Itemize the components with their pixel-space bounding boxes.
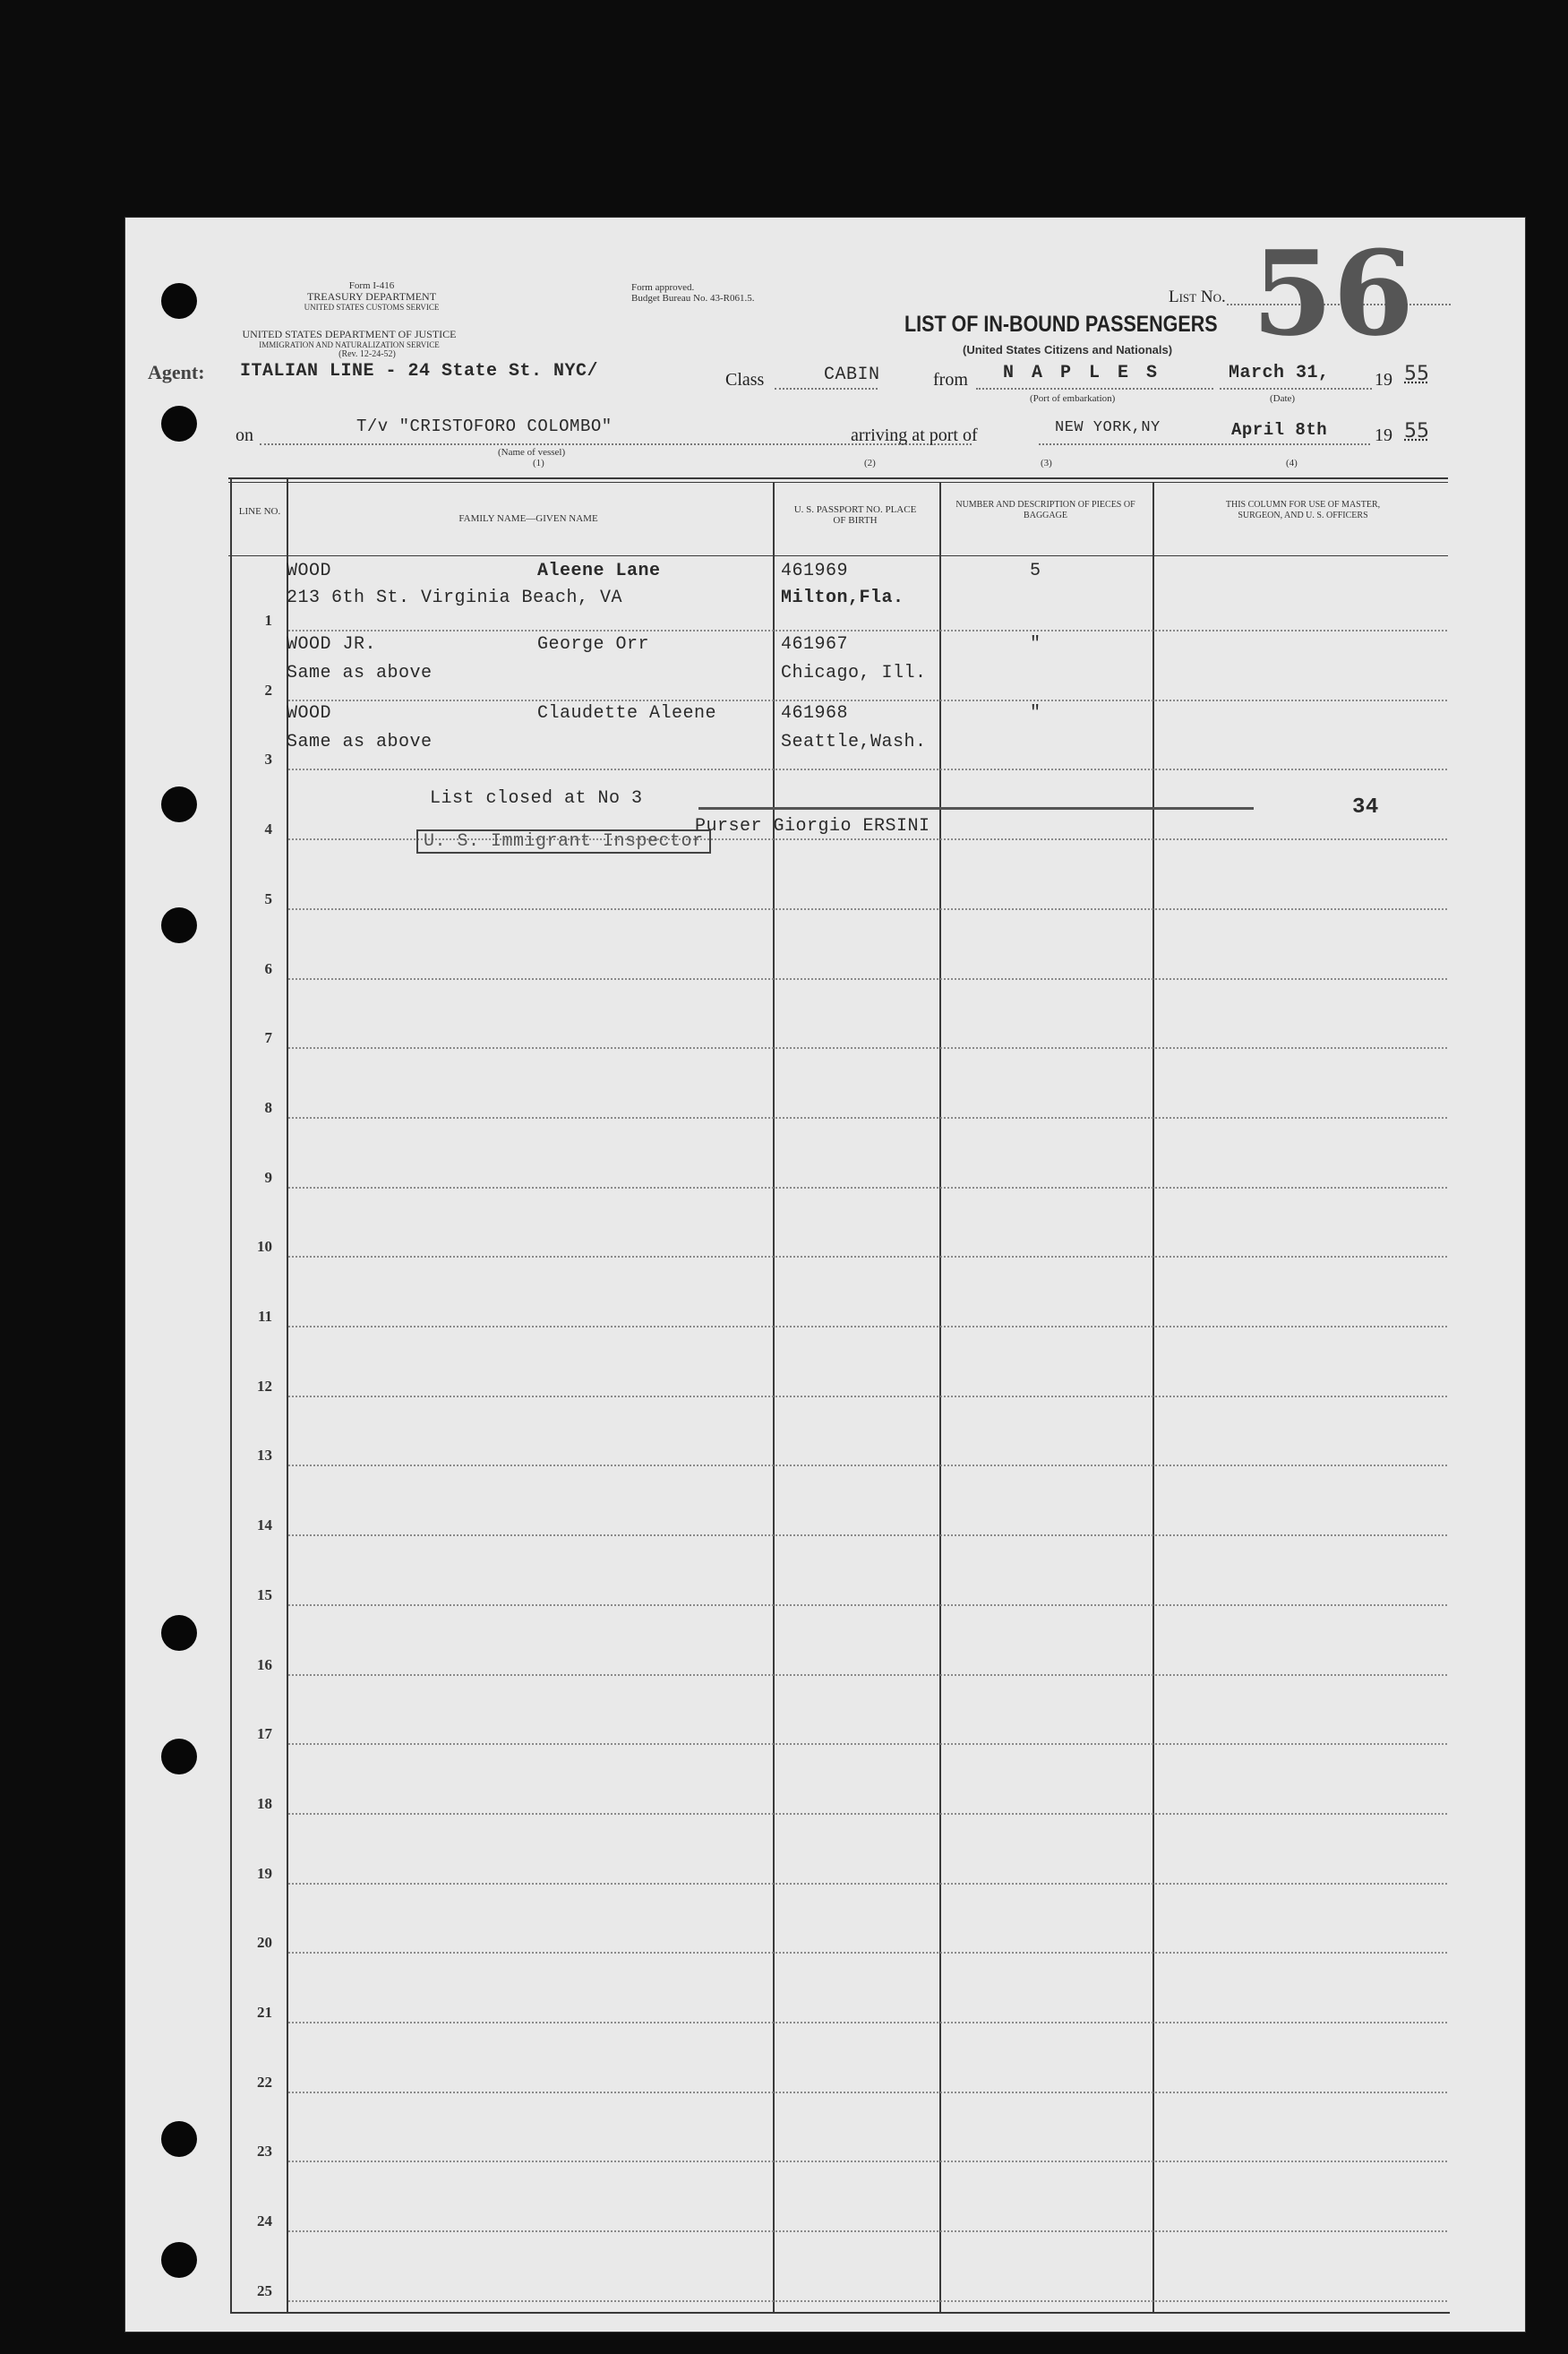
row-rule bbox=[288, 1604, 1447, 1606]
year-1: 55 bbox=[1404, 363, 1429, 385]
from-label: from bbox=[933, 370, 968, 390]
caption-4: (4) bbox=[1286, 458, 1298, 468]
address: 213 6th St. Virginia Beach, VA bbox=[287, 588, 623, 608]
line-number: 3 bbox=[264, 751, 272, 769]
row-rule bbox=[288, 1396, 1447, 1397]
table-bottom-rule bbox=[230, 2312, 1450, 2314]
line-number: 24 bbox=[257, 2212, 272, 2230]
punch-hole bbox=[161, 2121, 197, 2157]
port-of-embarkation: N A P L E S bbox=[1003, 363, 1161, 383]
date-line bbox=[1220, 388, 1372, 390]
row-rule bbox=[288, 1187, 1447, 1189]
passport-no: 461967 bbox=[781, 634, 849, 655]
row-rule bbox=[288, 1674, 1447, 1676]
line-number: 11 bbox=[257, 1308, 272, 1325]
header-name: FAMILY NAME—GIVEN NAME bbox=[458, 513, 598, 524]
year-prefix-1: 19 bbox=[1375, 370, 1392, 390]
departure-date: March 31, bbox=[1229, 363, 1330, 383]
row-rule bbox=[288, 1534, 1447, 1536]
punch-hole bbox=[161, 283, 197, 319]
class-label: Class bbox=[725, 370, 765, 390]
punch-hole bbox=[161, 2242, 197, 2278]
year-prefix-2: 19 bbox=[1375, 425, 1392, 445]
family-name: WOOD bbox=[287, 703, 332, 724]
list-closed-note: List closed at No 3 bbox=[430, 788, 643, 809]
arrival-line bbox=[1039, 443, 1370, 445]
list-no-label: List No. bbox=[1169, 288, 1226, 306]
vessel-name: T/v "CRISTOFORO COLOMBO" bbox=[356, 417, 613, 436]
manifest-sheet bbox=[125, 218, 1525, 2332]
baggage-count: 5 bbox=[1030, 561, 1041, 581]
col-divider-name bbox=[773, 482, 775, 2314]
form-approved: Form approved. bbox=[631, 282, 695, 293]
strike-through bbox=[698, 807, 1254, 810]
family-name: WOOD JR. bbox=[287, 634, 377, 655]
baggage-count: " bbox=[1030, 703, 1041, 724]
line-number: 10 bbox=[257, 1238, 272, 1256]
vessel-caption-num: (1) bbox=[533, 458, 544, 468]
treasury-department: TREASURY DEPARTMENT bbox=[306, 290, 437, 303]
line-number: 6 bbox=[264, 959, 272, 977]
line-number: 20 bbox=[257, 1934, 272, 1952]
passport-no: 461968 bbox=[781, 703, 849, 724]
year-2: 55 bbox=[1404, 420, 1429, 442]
line-number: 4 bbox=[264, 820, 272, 838]
from-line bbox=[976, 388, 1213, 390]
row-rule bbox=[288, 1952, 1447, 1954]
line-number: 15 bbox=[257, 1585, 272, 1603]
page-title: LIST OF IN-BOUND PASSENGERS bbox=[904, 312, 1218, 337]
row-rule bbox=[288, 630, 1447, 631]
row-rule bbox=[288, 2300, 1447, 2302]
agent-value: ITALIAN LINE - 24 State St. NYC/ bbox=[240, 361, 599, 382]
revision-date: (Rev. 12-24-52) bbox=[338, 349, 396, 359]
table-top-rule bbox=[228, 477, 1448, 479]
caption-2: (2) bbox=[864, 458, 876, 468]
form-number: Form I-416 bbox=[348, 280, 395, 291]
header-baggage: NUMBER AND DESCRIPTION OF PIECES OF BAGGAGE bbox=[955, 500, 1135, 520]
given-name: Claudette Aleene bbox=[537, 703, 717, 724]
row-rule bbox=[288, 908, 1447, 910]
header-officers: THIS COLUMN FOR USE OF MASTER, SURGEON, AND U. S. OFFICERS bbox=[1225, 500, 1381, 520]
col-divider-passport bbox=[939, 482, 941, 2314]
list-number: 56 bbox=[1252, 225, 1414, 362]
row-rule bbox=[288, 700, 1447, 701]
header-line-no: LINE NO. bbox=[238, 506, 281, 517]
passport-no: 461969 bbox=[781, 561, 849, 581]
line-number: 25 bbox=[257, 2281, 272, 2299]
line-number: 14 bbox=[257, 1516, 272, 1534]
place-of-birth: Seattle,Wash. bbox=[781, 732, 927, 752]
place-of-birth: Chicago, Ill. bbox=[781, 663, 927, 683]
row-rule bbox=[288, 1743, 1447, 1745]
arriving-label: arriving at port of bbox=[851, 425, 978, 445]
family-name: WOOD bbox=[287, 561, 332, 581]
row-rule bbox=[288, 1813, 1447, 1815]
punch-hole bbox=[161, 907, 197, 943]
port-caption: (Port of embarkation) bbox=[1030, 393, 1116, 404]
customs-service: UNITED STATES CUSTOMS SERVICE bbox=[304, 303, 440, 312]
punch-hole bbox=[161, 1739, 197, 1774]
table-left-border bbox=[230, 477, 232, 2314]
line-number: 2 bbox=[264, 681, 272, 699]
table-top-rule-2 bbox=[228, 482, 1448, 483]
line-number: 13 bbox=[257, 1447, 272, 1465]
place-of-birth: Milton,Fla. bbox=[781, 588, 904, 608]
line-number: 5 bbox=[264, 889, 272, 907]
address: Same as above bbox=[287, 732, 433, 752]
given-name: George Orr bbox=[537, 634, 650, 655]
baggage-count: " bbox=[1030, 634, 1041, 655]
purser-signature: Purser Giorgio ERSINI bbox=[695, 816, 930, 837]
header-passport: U. S. PASSPORT NO. PLACE OF BIRTH bbox=[793, 504, 917, 526]
punch-hole bbox=[161, 786, 197, 822]
header-bottom-rule bbox=[228, 555, 1448, 556]
line-number: 19 bbox=[257, 1864, 272, 1882]
arrival-port: NEW YORK,NY bbox=[1055, 419, 1161, 436]
arrival-date: April 8th bbox=[1231, 420, 1328, 440]
line-number: 22 bbox=[257, 2073, 272, 2091]
col-divider-baggage bbox=[1152, 482, 1154, 2314]
line-number: 8 bbox=[264, 1098, 272, 1116]
address: Same as above bbox=[287, 663, 433, 683]
punch-hole bbox=[161, 406, 197, 442]
line-number: 23 bbox=[257, 2143, 272, 2161]
department-of-justice: UNITED STATES DEPARTMENT OF JUSTICE bbox=[242, 328, 457, 340]
row-rule bbox=[288, 2092, 1447, 2093]
line-number: 16 bbox=[257, 1655, 272, 1673]
row-rule bbox=[288, 1047, 1447, 1049]
on-label: on bbox=[236, 425, 253, 445]
row-rule bbox=[288, 978, 1447, 980]
class-line bbox=[775, 388, 878, 390]
given-name: Aleene Lane bbox=[537, 561, 661, 581]
row-rule bbox=[288, 1117, 1447, 1119]
row-rule bbox=[288, 1326, 1447, 1327]
line-number: 9 bbox=[264, 1168, 272, 1186]
line-number: 7 bbox=[264, 1029, 272, 1047]
budget-bureau: Budget Bureau No. 43-R061.5. bbox=[631, 293, 755, 304]
row-rule bbox=[288, 1883, 1447, 1885]
page-subtitle: (United States Citizens and Nationals) bbox=[963, 343, 1173, 357]
line-number: 21 bbox=[257, 2004, 272, 2021]
row-rule bbox=[288, 2161, 1447, 2162]
caption-3: (3) bbox=[1041, 458, 1052, 468]
class-value: CABIN bbox=[824, 365, 880, 385]
row-rule bbox=[288, 1256, 1447, 1258]
row-rule bbox=[288, 769, 1447, 770]
line-number: 17 bbox=[257, 1725, 272, 1743]
line-number: 18 bbox=[257, 1794, 272, 1812]
line-number: 12 bbox=[257, 1377, 272, 1395]
vessel-caption: (Name of vessel) bbox=[498, 447, 566, 458]
immigration-service: IMMIGRATION AND NATURALIZATION SERVICE bbox=[259, 340, 440, 349]
officer-mark: 34 bbox=[1352, 795, 1379, 820]
row-rule bbox=[288, 1465, 1447, 1466]
agent-label: Agent: bbox=[148, 361, 205, 383]
row-rule bbox=[288, 2022, 1447, 2023]
row-rule bbox=[288, 2230, 1447, 2232]
date-caption: (Date) bbox=[1270, 393, 1296, 404]
punch-hole bbox=[161, 1615, 197, 1651]
inspector-stamp: U. S. Immigrant Inspector bbox=[416, 829, 711, 854]
line-number: 1 bbox=[264, 612, 272, 629]
